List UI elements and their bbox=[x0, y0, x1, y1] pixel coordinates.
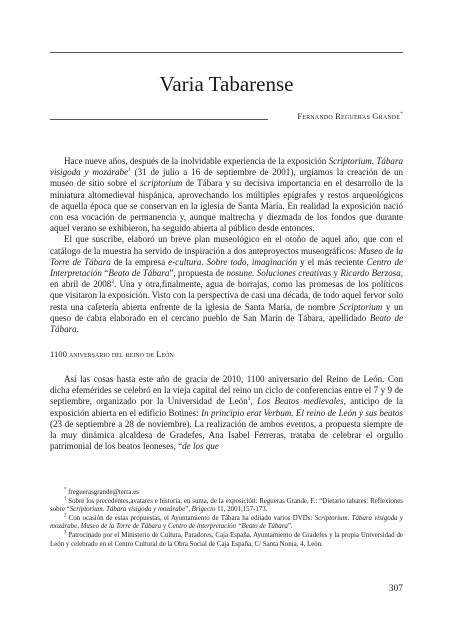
author-footnote-mark: * bbox=[400, 112, 403, 118]
intro-paragraphs bbox=[50, 156, 403, 335]
header-rule bbox=[50, 52, 403, 53]
footnote-ref-2: 2 bbox=[111, 279, 115, 286]
author-row bbox=[50, 112, 403, 126]
paragraph-1: Hace nueve años, después de la inolvidable experiencia de la exposición Scriptorium. Tábara visigoda y mozárabe$^1$ (31 de julio a 16 de septiembre de 2001), urgíamos la creación de un museo de sitio sobre el scriptorium de Tábara y su decisiva importancia en el desarrollo de la miniatura altomedieval hispánica, aprovechando los múltiples epígrafes y restos arqueológicos de aquella época que se conservan en la iglesia de Santa María. En realidad la exposición nació con esa vocación de permanencia y, aunque maltrecha y diezmada de los fondos que durante aquel verano se exhibieron, ha seguido abierta al público desde entonces. bbox=[50, 156, 403, 234]
paragraph-3: Así las cosas hasta este año de gracia de 2010, 1100 aniversario del Reino de León. Con dicha efemérides se celebró en la vieja capital del reino un ciclo de conferencias entre el 7 y 9 de septiembre, organizado por la Universidad de León$^3$, Los Beatos medievales, anticipo de la exposición abierta en el edificio Botines: In principio erat Verbum. El reino de León y sus beatos (23 de septiembre a 28 de noviembre). La realización de ambos eventos, a propuesta siempre de la muy dinámica alcaldesa de Gradefes, Ana Isabel Ferreras, trataba de celebrar el orgullo patrimonial de los beatos leoneses, “de los que bbox=[50, 374, 404, 452]
section-heading: 1100 aniversario del reino de León bbox=[50, 349, 174, 359]
footnotes bbox=[50, 489, 403, 549]
article-title: Varia Tabarense bbox=[159, 72, 294, 96]
author-rule bbox=[50, 119, 268, 120]
paragraph-2: El que suscribe, elaboró un breve plan museológico en el otoño de aquel año, que con el catálogo de la muestra ha servido de inspiración a dos anteproyectos museográficos: Museo de la Torre de Tábara de la empresa e-cultura. Sobre todo, imaginación y el más reciente Centro de Interpretación “Beato de Tábara”, propuesta de nosune. Soluciones creativas y Ricardo Berzosa, en abril de 2008$^2$. Una y otra,finalmente, agua de borrajas, como las promesas de los políticos que visitaron la exposición. Visto con la perspectiva de casi una década, de todo aquel fervor solo resta una cafetería abierta enfrente de la iglesia de Santa María, de nombre Scriptorium y un queso de cabra elaborado en el cercano pueblo de San Marín de Tábara, apellidado Beato de Tábara. bbox=[50, 234, 404, 335]
footnote-2: $^2$ Con ocasión de estas propuestas, el Ayuntamiento de Tábara ha editado varios DVDs: Scriptorium. Tábara visigoda y mozárabe, Museo de la Torre de Tábara y Centro de interpretación “Beato de Tábara”. bbox=[50, 513, 403, 531]
author-name: Fernando Regueras Grande* bbox=[297, 112, 403, 121]
footnote-1: $^1$ Sobre los precedentes,avatares e historia, en suma, de la exposición: Regueras Grande, F.: “Dietario tabares: Reflexiones sobre “Scriptorium. Tábara visigoda y mozárabe”, Brigecio 11, 2001,157-173. bbox=[50, 496, 403, 514]
footnote-email: * freguerasgrande@terra.es bbox=[64, 487, 139, 496]
section-body bbox=[50, 374, 403, 452]
page-number: 307 bbox=[388, 584, 403, 594]
footnote-ref-3: 3 bbox=[247, 396, 251, 403]
footnote-ref-1: 1 bbox=[128, 167, 131, 174]
footnote-3: $^3$ Patrocinado por el Ministerio de Cultura, Paradores, Caja España, Ayuntamiento de Gradefes y la propia Universidad de León y celebrado en el Centro Cultural de la Obra Social de Caja España, C/ Santa Nonia, 4, León. bbox=[50, 530, 403, 548]
